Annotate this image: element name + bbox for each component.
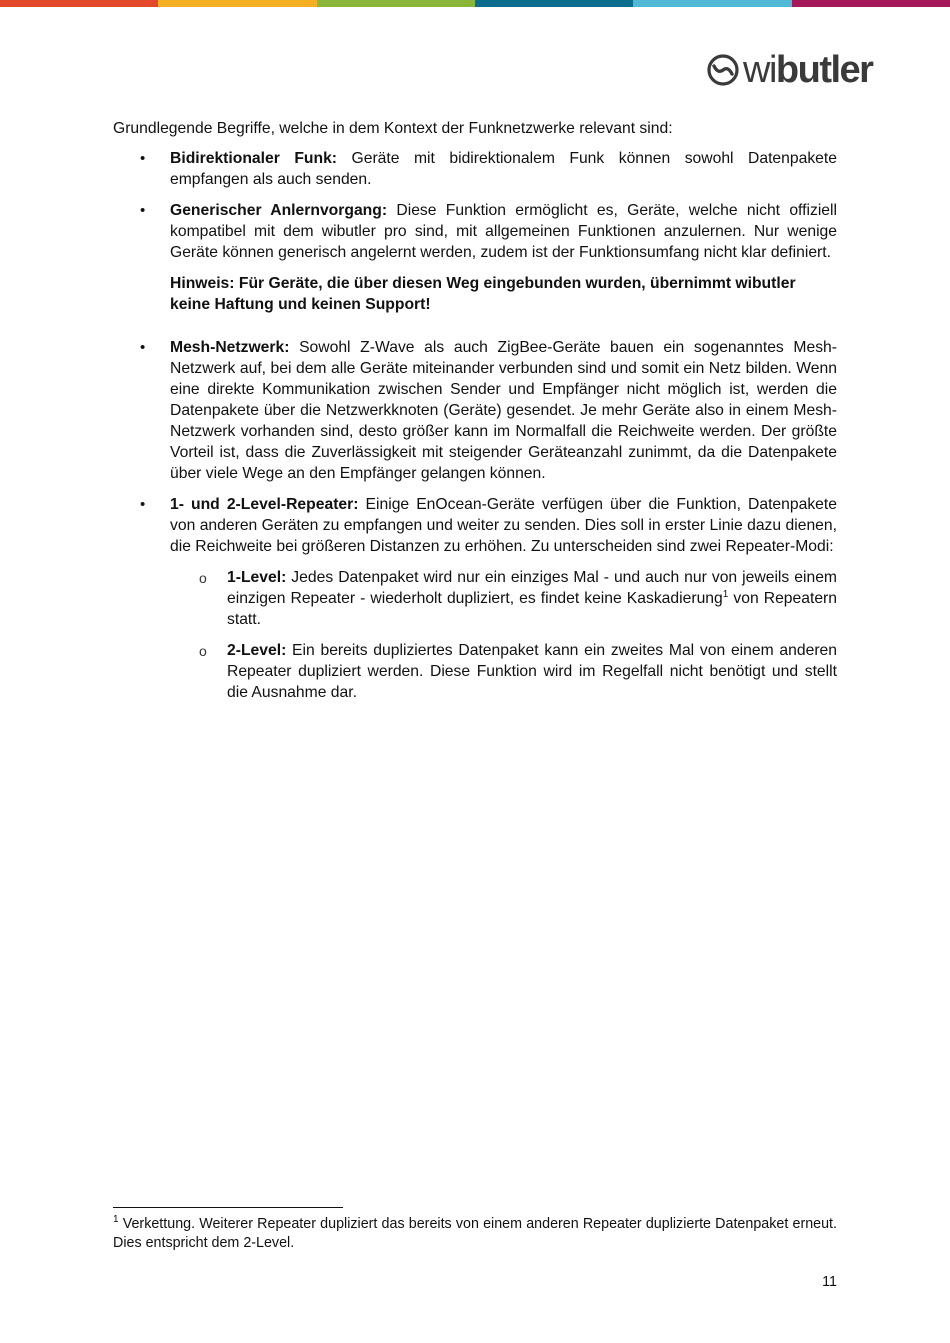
page-number: 11 [822, 1274, 837, 1290]
term-text: Geräte mit bidirektionalem Funk können sowohl Datenpakete empfangen als auch senden. [170, 150, 837, 188]
list-item [113, 200, 837, 327]
footnote-marker: 1 [113, 1214, 119, 1226]
term-label: 1- und 2-Level-Repeater: [170, 496, 359, 513]
logo-prefix: wi [743, 49, 776, 91]
bullet-icon: • [140, 496, 146, 513]
bullet-icon: • [140, 150, 146, 167]
document-body [113, 118, 837, 713]
term-text: Sowohl Z-Wave als auch ZigBee-Geräte bauen ein sogenanntes Mesh-Netzwerk auf, bei dem alle Geräte miteinander verbunden sind und somit ein Netz bilden. Wenn eine direkte Kommunikation zwischen Sender und Empfänger nicht möglich ist, werden die Datenpakete über die Netzwerkknoten (Geräte) gesendet. Je mehr Geräte also in einem Mesh-Netzwerk vorhanden sind, desto größer kann im Normalfall die Reichweite werden. Der größte Vorteil ist, dass die Zuverlässigkeit mit steigender Geräteanzahl zunimmt, da die Datenpakete über viele Wege an den Empfänger gelangen können. [170, 339, 837, 482]
term-text: Einige EnOcean-Geräte verfügen über die Funktion, Datenpakete von anderen Geräten zu empfangen und weiter zu senden. Dies soll in erster Linie dazu dienen, die Reichweite bei größeren Distanzen zu erhöhen. Zu unterscheiden sind zwei Repeater-Modi: [170, 496, 837, 555]
sub-list-item [170, 640, 837, 703]
intro-paragraph: Grundlegende Begriffe, welche in dem Kontext der Funknetzwerke relevant sind: [113, 120, 673, 137]
stripe-segment [158, 0, 316, 7]
warning-note: Hinweis: Für Geräte, die über diesen Weg eingebunden wurden, übernimmt wibutler keine Haftung und keinen Support! [170, 275, 796, 313]
term-text: Jedes Datenpaket wird nur ein einziges Mal - und auch nur von jeweils einem einzigen Repeater - wiederholt dupliziert, es findet keine Kaskadierung [227, 569, 837, 607]
circle-bullet-icon: o [199, 643, 207, 659]
term-text-end: von Repeatern statt. [227, 590, 837, 628]
sub-list-item [170, 567, 837, 630]
footnote-text: Verkettung. Weiterer Repeater dupliziert das bereits von einem anderen Repeater duplizierte Datenpaket erneut. Dies entspricht dem 2-Level. [113, 1216, 837, 1251]
logo-wordmark [743, 50, 872, 90]
bullet-icon: • [140, 339, 146, 356]
term-label: Mesh-Netzwerk: [170, 339, 290, 356]
stripe-segment [633, 0, 791, 7]
top-color-stripe [0, 0, 950, 7]
term-label: Generischer Anlernvorgang: [170, 202, 388, 219]
term-label: 2-Level: [227, 642, 287, 659]
wibutler-logo [706, 48, 886, 92]
term-text: Ein bereits dupliziertes Datenpaket kann ein zweites Mal von einem anderen Repeater dupliziert werden. Diese Funktion wird im Regelfall nicht benötigt und stellt die Ausnahme dar. [227, 642, 837, 701]
stripe-segment [792, 0, 950, 7]
footnote-reference[interactable]: 1 [722, 588, 729, 600]
list-item [113, 337, 837, 484]
footnote [113, 1215, 837, 1253]
stripe-segment [0, 0, 158, 7]
term-text: Diese Funktion ermöglicht es, Geräte, welche nicht offiziell kompatibel mit dem wibutler pro sind, mit allgemeinen Funktionen anzulernen. Nur wenige Geräte können generisch angelernt werden, zudem ist der Funktionsumfang nicht klar definiert. [170, 202, 837, 261]
footnote-divider [113, 1207, 343, 1208]
circle-bullet-icon: o [199, 570, 207, 586]
term-label: Bidirektionaler Funk: [170, 150, 338, 167]
list-item [113, 148, 837, 190]
term-label: 1-Level: [227, 569, 287, 586]
stripe-segment [475, 0, 633, 7]
bullet-icon: • [140, 202, 146, 219]
stripe-segment [317, 0, 475, 7]
repeater-modes-list [170, 567, 837, 703]
terms-list [113, 148, 837, 703]
list-item [113, 494, 837, 703]
logo-mark-icon [706, 53, 740, 87]
logo-suffix: butler [775, 49, 873, 91]
